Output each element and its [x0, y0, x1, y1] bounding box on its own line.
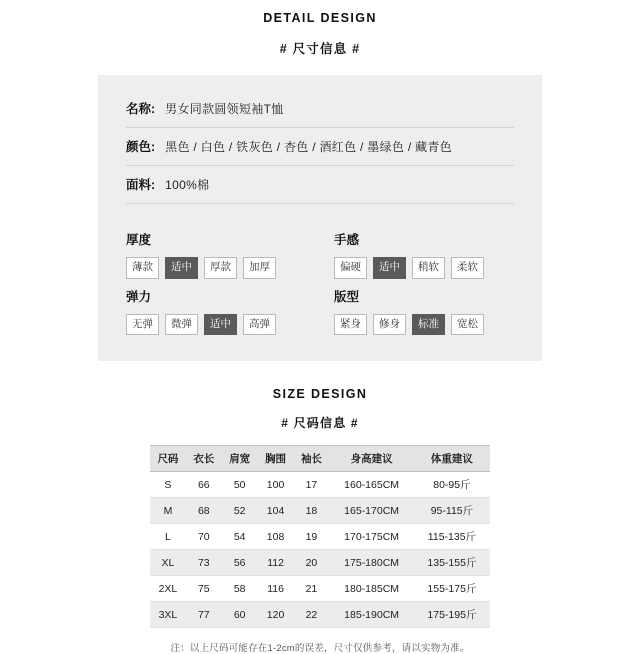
attribute-thickness-options [126, 257, 306, 279]
cell-height: 185-190CM [329, 602, 413, 628]
cell-weight: 95-115斤 [414, 498, 490, 524]
cell-sleeve: 20 [294, 550, 330, 576]
size-title-en: SIZE DESIGN [272, 387, 368, 401]
info-value-fabric: 100%棉 [165, 178, 210, 192]
cell-shoulder: 60 [222, 602, 258, 628]
attribute-elasticity-options [126, 314, 306, 336]
cell-weight: 80-95斤 [414, 472, 490, 498]
cell-height: 180-185CM [329, 576, 413, 602]
attribute-fit-options [334, 314, 514, 336]
attribute-feel-options [334, 257, 514, 279]
cell-length: 70 [186, 524, 222, 550]
table-row [150, 524, 490, 550]
attribute-grid [126, 222, 514, 335]
info-label-fabric: 面料: [126, 178, 156, 192]
info-row-color [126, 128, 514, 166]
table-row [150, 602, 490, 628]
cell-length: 66 [186, 472, 222, 498]
attribute-thickness [126, 222, 306, 279]
detail-title-cn: # 尺寸信息 # [279, 42, 361, 56]
size-section [0, 387, 640, 654]
info-label-name: 名称: [126, 102, 156, 116]
cell-height: 165-170CM [329, 498, 413, 524]
size-table [150, 445, 490, 628]
chip-fit-1[interactable]: 修身 [373, 314, 406, 336]
cell-height: 175-180CM [329, 550, 413, 576]
info-row-name [126, 97, 514, 128]
cell-length: 75 [186, 576, 222, 602]
cell-weight: 115-135斤 [414, 524, 490, 550]
cell-bust: 116 [258, 576, 294, 602]
cell-sleeve: 18 [294, 498, 330, 524]
chip-fit-2[interactable]: 标准 [412, 314, 445, 336]
cell-bust: 108 [258, 524, 294, 550]
cell-bust: 120 [258, 602, 294, 628]
chip-elasticity-3[interactable]: 高弹 [243, 314, 276, 336]
cell-size: L [150, 524, 186, 550]
cell-bust: 100 [258, 472, 294, 498]
chip-thickness-3[interactable]: 加厚 [243, 257, 276, 279]
cell-shoulder: 50 [222, 472, 258, 498]
col-header-height: 身高建议 [329, 446, 413, 472]
cell-sleeve: 21 [294, 576, 330, 602]
product-info-panel [98, 75, 542, 361]
cell-size: 3XL [150, 602, 186, 628]
cell-sleeve: 22 [294, 602, 330, 628]
cell-weight: 155-175斤 [414, 576, 490, 602]
cell-shoulder: 56 [222, 550, 258, 576]
cell-height: 170-175CM [329, 524, 413, 550]
table-header-row [150, 446, 490, 472]
chip-elasticity-1[interactable]: 微弹 [165, 314, 198, 336]
chip-feel-2[interactable]: 稍软 [412, 257, 445, 279]
col-header-length: 衣长 [186, 446, 222, 472]
table-row [150, 576, 490, 602]
chip-feel-1[interactable]: 适中 [373, 257, 406, 279]
chip-fit-3[interactable]: 宽松 [451, 314, 484, 336]
cell-shoulder: 58 [222, 576, 258, 602]
chip-thickness-2[interactable]: 厚款 [204, 257, 237, 279]
size-note: 注：以上尺码可能存在1-2cm的误差，尺寸仅供参考，请以实物为准。 [170, 643, 470, 654]
chip-thickness-1[interactable]: 适中 [165, 257, 198, 279]
attribute-feel [334, 222, 514, 279]
attribute-elasticity [126, 279, 306, 336]
chip-thickness-0[interactable]: 薄款 [126, 257, 159, 279]
cell-shoulder: 52 [222, 498, 258, 524]
cell-size: XL [150, 550, 186, 576]
cell-size: S [150, 472, 186, 498]
cell-sleeve: 17 [294, 472, 330, 498]
cell-height: 160-165CM [329, 472, 413, 498]
attribute-elasticity-title: 弹力 [126, 289, 152, 304]
cell-bust: 104 [258, 498, 294, 524]
attribute-feel-title: 手感 [334, 233, 360, 247]
cell-shoulder: 54 [222, 524, 258, 550]
cell-weight: 175-195斤 [414, 602, 490, 628]
chip-feel-0[interactable]: 偏硬 [334, 257, 367, 279]
info-value-color: 黑色 / 白色 / 铁灰色 / 杏色 / 酒红色 / 墨绿色 / 藏青色 [165, 140, 452, 154]
attribute-fit [334, 279, 514, 336]
cell-bust: 112 [258, 550, 294, 576]
table-row [150, 498, 490, 524]
attribute-fit-title: 版型 [334, 289, 360, 304]
col-header-bust: 胸围 [258, 446, 294, 472]
chip-elasticity-2[interactable]: 适中 [204, 314, 237, 336]
chip-fit-0[interactable]: 紧身 [334, 314, 367, 336]
cell-size: 2XL [150, 576, 186, 602]
chip-feel-3[interactable]: 柔软 [451, 257, 484, 279]
cell-weight: 135-155斤 [414, 550, 490, 576]
col-header-shoulder: 肩宽 [222, 446, 258, 472]
size-title-cn: # 尺码信息 # [281, 416, 359, 430]
cell-length: 77 [186, 602, 222, 628]
col-header-weight: 体重建议 [414, 446, 490, 472]
cell-length: 68 [186, 498, 222, 524]
cell-sleeve: 19 [294, 524, 330, 550]
attribute-thickness-title: 厚度 [126, 233, 152, 247]
info-label-color: 颜色: [126, 140, 156, 154]
info-value-name: 男女同款圆领短袖T恤 [165, 102, 284, 116]
col-header-size: 尺码 [150, 446, 186, 472]
table-row [150, 472, 490, 498]
info-row-fabric [126, 166, 514, 204]
table-row [150, 550, 490, 576]
cell-length: 73 [186, 550, 222, 576]
cell-size: M [150, 498, 186, 524]
detail-title-en: DETAIL DESIGN [263, 11, 377, 25]
col-header-sleeve: 袖长 [294, 446, 330, 472]
chip-elasticity-0[interactable]: 无弹 [126, 314, 159, 336]
